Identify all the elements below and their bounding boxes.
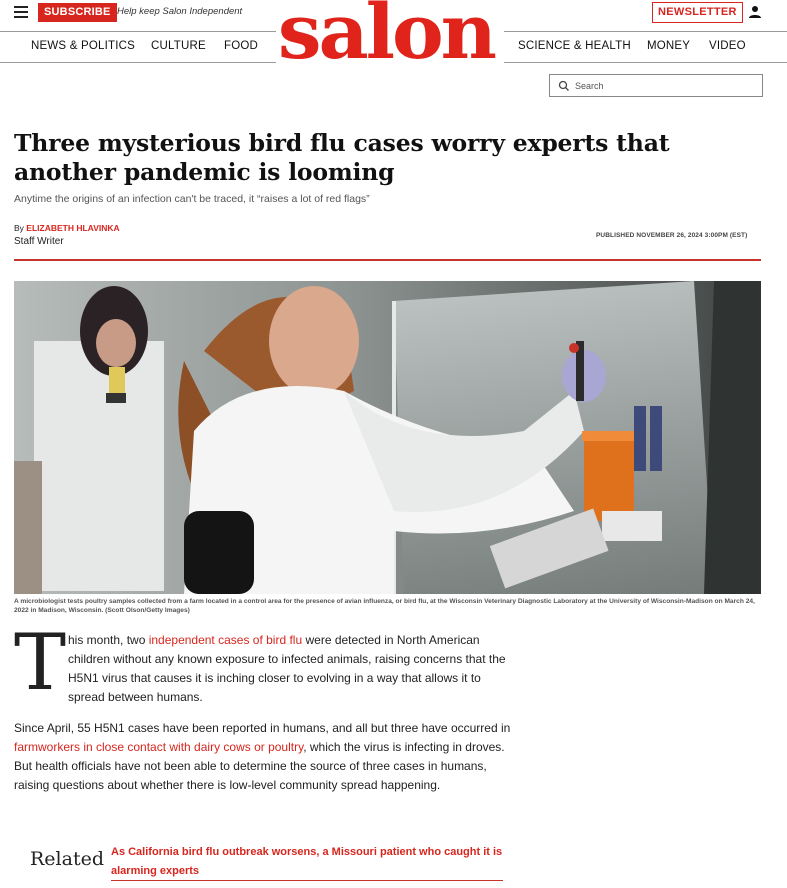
nav-bottom-rule	[0, 62, 276, 63]
nav-item-news-politics[interactable]: NEWS & POLITICS	[31, 40, 135, 52]
search-input[interactable]	[549, 74, 763, 97]
paragraph-2	[14, 719, 514, 795]
nav-top-rule	[0, 31, 276, 32]
paragraph-1	[68, 631, 513, 707]
nav-item-culture[interactable]: CULTURE	[151, 40, 206, 52]
p1-text-b: were detected in North American children without any known exposure to infected animals, raising concerns that the H5N1 virus that causes it is inching closer to evolving in a way that allows it to spread between humans.	[68, 633, 506, 704]
nav-item-video[interactable]: VIDEO	[709, 40, 746, 52]
nav-top-rule-right	[504, 31, 787, 32]
newsletter-button[interactable]: NEWSLETTER	[652, 2, 743, 23]
nav-bottom-rule-right	[504, 62, 787, 63]
related-divider	[111, 880, 503, 881]
lab-scene-illustration	[14, 281, 761, 594]
p2-text-a: Since April, 55 H5N1 cases have been reported in humans, and all but three have occurred in	[14, 721, 511, 735]
nav-item-money[interactable]: MONEY	[647, 40, 691, 52]
article-headline: Three mysterious bird flu cases worry experts that another pandemic is looming	[14, 129, 670, 186]
author-role: Staff Writer	[14, 236, 64, 247]
search-placeholder: Search	[575, 81, 604, 91]
nav-item-science-health[interactable]: SCIENCE & HEALTH	[518, 40, 631, 52]
salon-logo[interactable]: salon	[277, 0, 494, 76]
user-icon[interactable]	[748, 5, 762, 19]
related-article-link[interactable]: As California bird flu outbreak worsens, a Missouri patient who caught it is alarming experts	[111, 846, 503, 877]
nav-item-food[interactable]: FOOD	[224, 40, 259, 52]
author-link[interactable]: ELIZABETH HLAVINKA	[26, 223, 120, 233]
search-icon	[558, 80, 570, 92]
tagline: Help keep Salon Independent	[117, 6, 243, 17]
p1-link[interactable]: independent cases of bird flu	[148, 633, 303, 647]
header-divider	[14, 259, 761, 261]
p1-text-a: his month, two	[68, 633, 149, 647]
subscribe-button[interactable]: SUBSCRIBE	[38, 3, 117, 22]
hamburger-menu-icon[interactable]	[14, 6, 28, 18]
p2-text-b: , which the virus is infecting in droves. But health officials have not been able to determine the source of three cases in humans, raising questions about whether there is low-level community spread happening.	[14, 740, 505, 792]
drop-cap: T	[14, 618, 67, 708]
byline	[14, 223, 120, 233]
lead-photo	[14, 281, 761, 594]
byline-prefix: By	[14, 223, 24, 233]
related-label: Related	[30, 848, 104, 870]
published-date: PUBLISHED NOVEMBER 26, 2024 3:00PM (EST)	[596, 232, 748, 239]
article-dek: Anytime the origins of an infection can't be traced, it “raises a lot of red flags”	[14, 193, 370, 205]
p2-link[interactable]: farmworkers in close contact with dairy cows or poultry	[14, 740, 304, 754]
photo-caption: A microbiologist tests poultry samples collected from a farm located in a control area for the presence of avian influenza, or bird flu, at the Wisconsin Veterinary Diagnostic Laboratory at the University of Wisconsin-Madison on March 24, 2022 in Madison, Wisconsin. (Scott Olson/Getty Images)	[14, 598, 755, 614]
